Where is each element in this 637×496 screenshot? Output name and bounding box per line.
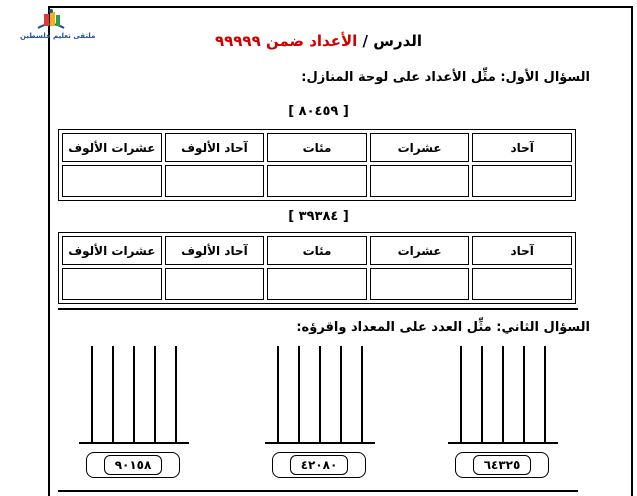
abacus-base (265, 442, 375, 444)
abacus-rod (502, 346, 504, 442)
number-1: [ ٨٠٤٥٩ ] (288, 104, 349, 119)
book-logo-icon (20, 8, 82, 32)
question2-prompt: السؤال الثاني: مثِّل العدد على المعداد واقرؤه: (296, 320, 590, 335)
abacus-number-box-left (86, 452, 180, 478)
abacus-rod (133, 346, 135, 442)
logo-text: ملتقى تعليم فلسطين (20, 32, 96, 40)
abacus-middle (265, 346, 375, 446)
title-separator: / (362, 32, 369, 50)
answer-cell[interactable] (472, 165, 572, 197)
abacus-right (448, 346, 558, 446)
lesson-name: الأعداد ضمن ٩٩٩٩٩ (214, 32, 358, 50)
abacus-base (79, 442, 189, 444)
abacus-rod (544, 346, 546, 442)
question1-prompt: السؤال الأول: مثِّل الأعداد على لوحة المنازل: (301, 70, 590, 85)
col-ones: آحاد (472, 133, 572, 162)
col-hundreds: مئات (267, 236, 367, 265)
abacus-rod (481, 346, 483, 442)
abacus-rod (277, 346, 279, 442)
answer-cell[interactable] (62, 268, 162, 300)
place-value-table-1 (58, 129, 576, 201)
abacus-rod (340, 346, 342, 442)
answer-cell[interactable] (370, 268, 470, 300)
answer-cell[interactable] (165, 165, 265, 197)
answer-row (62, 165, 572, 197)
number-2: [ ٣٩٣٨٤ ] (288, 209, 349, 224)
abacus-number: ٩٠١٥٨ (104, 455, 163, 475)
abacus-rod (460, 346, 462, 442)
abacus-number-box-right (455, 452, 549, 478)
col-ten-thousands: عشرات الألوف (62, 133, 162, 162)
abacus-rod (91, 346, 93, 442)
abacus-rod (175, 346, 177, 442)
abacus-rod (112, 346, 114, 442)
table-header-row (62, 133, 572, 162)
abacus-left (79, 346, 189, 446)
abacus-rod (154, 346, 156, 442)
abacus-rod (523, 346, 525, 442)
col-tens: عشرات (370, 236, 470, 265)
answer-cell[interactable] (62, 165, 162, 197)
col-ten-thousands: عشرات الألوف (62, 236, 162, 265)
answer-cell[interactable] (165, 268, 265, 300)
answer-cell[interactable] (267, 268, 367, 300)
answer-row (62, 268, 572, 300)
answer-cell[interactable] (472, 268, 572, 300)
answer-cell[interactable] (267, 165, 367, 197)
lesson-word: الدرس (373, 32, 423, 50)
bottom-divider (58, 490, 578, 492)
abacus-number: ٤٢٠٨٠ (290, 455, 349, 475)
abacus-base (448, 442, 558, 444)
col-thousands: آحاد الألوف (165, 236, 265, 265)
section-divider (58, 308, 578, 310)
answer-cell[interactable] (370, 165, 470, 197)
abacus-number-box-middle (272, 452, 366, 478)
col-hundreds: مئات (267, 133, 367, 162)
abacus-number: ٦٤٣٢٥ (473, 455, 532, 475)
abacus-rod (319, 346, 321, 442)
col-ones: آحاد (472, 236, 572, 265)
page-title (0, 32, 637, 50)
col-tens: عشرات (370, 133, 470, 162)
abacus-rod (298, 346, 300, 442)
place-value-table-2 (58, 232, 576, 304)
col-thousands: آحاد الألوف (165, 133, 265, 162)
table-header-row (62, 236, 572, 265)
abacus-rod (361, 346, 363, 442)
